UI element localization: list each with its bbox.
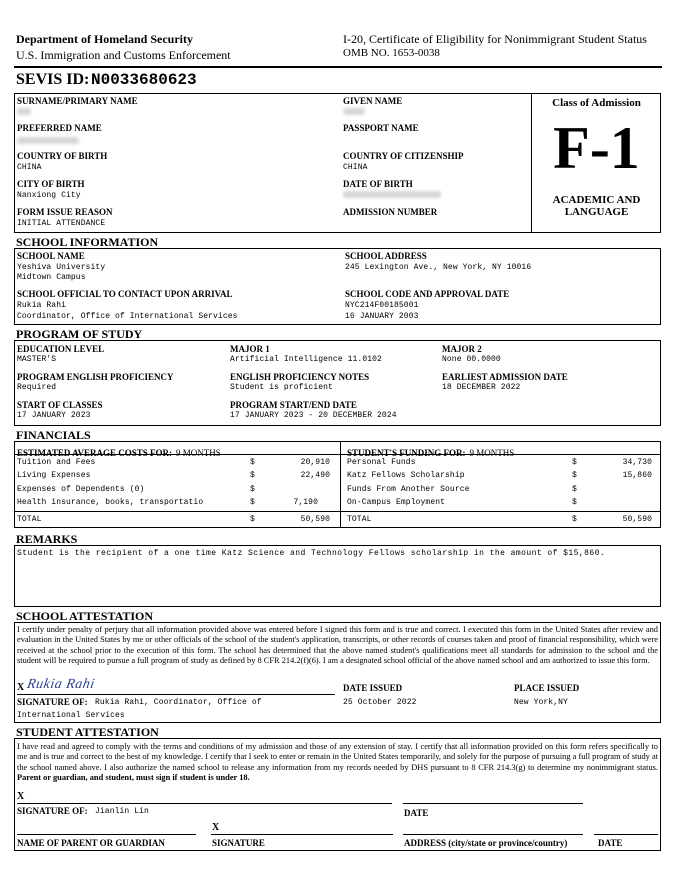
parent-date-line[interactable] [594,834,658,835]
parent-name-label: NAME OF PARENT OR GUARDIAN [17,838,165,848]
school-attestation-text: I certify under penalty of perjury that all information provided above was entered before I signed this form and is true and correct. I executed this form in the United States after review and evaluation in the United States by me or other officials of the school of the student's application, transcripts, or other records of courses taken and proof of financial responsibility, which were received at the school prior to the execution of this form. The school has determined that the above named student's qualifications meet all standards for admission to the school and the student will be required to pursue a full program of study as defined by 8 CFR 214.2(f)(6). I am a designated school official of the above named school and am authorized to issue this form. [17,625,658,666]
school-x-mark: X [17,682,25,693]
country-birth-label: COUNTRY OF BIRTH [17,151,108,161]
start-classes: 17 JANUARY 2023 [17,411,91,420]
place-issued: New York,NY [514,698,568,707]
given-name-redacted [343,108,365,115]
funding-currency: $ [572,471,577,480]
sevis-label: SEVIS ID: [16,71,90,88]
date-issued: 25 October 2022 [343,698,417,707]
sevis-id: N0033680623 [91,71,197,89]
cost-currency: $ [250,471,255,480]
earliest-admission: 18 DECEMBER 2022 [442,383,521,392]
school-official-name: Rukia Rahi [17,301,67,310]
city-birth-label: CITY OF BIRTH [17,179,85,189]
place-issued-label: PLACE ISSUED [514,683,580,693]
school-name-1: Yeshiva University [17,263,106,272]
department-name: Department of Homeland Security [16,32,193,46]
cost-currency: $ [250,458,255,467]
costs-total-currency: $ [250,515,255,524]
english-proficiency-label: PROGRAM ENGLISH PROFICIENCY [17,372,174,382]
passport-name-label: PASSPORT NAME [343,123,419,133]
class-admission-label: Class of Admission [552,97,641,109]
cost-item: Expenses of Dependents (0) [17,485,145,494]
english-proficiency: Required [17,383,57,392]
city-birth-value: Nanxiong City [17,191,81,200]
issue-reason-value: INITIAL ATTENDANCE [17,219,106,228]
school-approval-date: 16 JANUARY 2003 [345,312,419,321]
cost-currency: $ [250,485,255,494]
program-dates-label: PROGRAM START/END DATE [230,400,357,410]
funding-amount: 34,730 [622,458,652,467]
preferred-name-label: PREFERRED NAME [17,123,102,133]
form-title: I-20, Certificate of Eligibility for Nonimmigrant Student Status [343,32,647,46]
funding-currency: $ [572,458,577,467]
remarks-heading: REMARKS [16,532,78,546]
citizenship-label: COUNTRY OF CITIZENSHIP [343,151,464,161]
funding-item: Katz Fellows Scholarship [347,471,465,480]
dso-name-line1: Rukia Rahi, Coordinator, Office of [95,698,262,707]
class-desc-2: LANGUAGE [564,206,629,218]
financials-heading: FINANCIALS [16,428,91,442]
student-attestation-bold: Parent or guardian, and student, must sign if student is under 18. [17,773,250,783]
major2-label: MAJOR 2 [442,344,482,354]
dso-name-line2: International Services [17,711,125,720]
funding-currency: $ [572,485,577,494]
student-attestation-heading: STUDENT ATTESTATION [16,725,159,739]
header-rule [14,66,662,68]
surname-redacted [17,108,31,115]
parent-date-label: DATE [598,838,623,848]
student-attestation-text [17,742,658,784]
dso-signature: Rukia Rahi [25,677,97,692]
surname-label: SURNAME/PRIMARY NAME [17,96,138,106]
dob-redacted [343,191,441,198]
student-date-label: DATE [404,808,429,818]
cost-amount: 7,190 [293,498,318,507]
class-desc-1: ACADEMIC AND [552,194,641,206]
school-attestation-heading: SCHOOL ATTESTATION [16,609,154,623]
dob-label: DATE OF BIRTH [343,179,413,189]
funding-total: 50,590 [622,515,652,524]
school-address-label: SCHOOL ADDRESS [345,251,427,261]
dso-signature-label: SIGNATURE OF: [17,697,88,707]
funding-period: 9 MONTHS [469,448,515,458]
program-dates: 17 JANUARY 2023 - 20 DECEMBER 2024 [230,411,397,420]
funding-currency: $ [572,498,577,507]
major1-label: MAJOR 1 [230,344,270,354]
agency-name: U.S. Immigration and Customs Enforcement [16,48,231,62]
school-code-label: SCHOOL CODE AND APPROVAL DATE [345,289,510,299]
parent-x-mark: X [212,822,220,833]
english-notes: Student is proficient [230,383,333,392]
costs-period: 9 MONTHS [175,448,221,458]
funding-total-label: TOTAL [347,515,372,524]
major1: Artificial Intelligence 11.0102 [230,355,382,364]
parent-signature-label: SIGNATURE [212,838,265,848]
funding-item: Personal Funds [347,458,416,467]
student-date-line[interactable] [403,803,583,804]
country-birth-value: CHINA [17,163,42,172]
class-code: F-1 [553,115,640,181]
date-issued-label: DATE ISSUED [343,683,403,693]
school-code: NYC214F00185001 [345,301,419,310]
cost-amount: 20,910 [300,458,330,467]
financials-total-rule [14,511,661,512]
earliest-admission-label: EARLIEST ADMISSION DATE [442,372,568,382]
education-level: MASTER'S [17,355,57,364]
parent-name-line[interactable] [17,834,196,835]
omb-number: OMB NO. 1653-0038 [343,47,440,59]
english-notes-label: ENGLISH PROFICIENCY NOTES [230,372,370,382]
cost-item: Health insurance, books, transportatio [17,498,204,507]
school-official-title: Coordinator, Office of International Services [17,312,238,321]
student-signature-label: SIGNATURE OF: [17,806,88,816]
funding-total-currency: $ [572,515,577,524]
parent-signature-line[interactable] [211,834,393,835]
citizenship-value: CHINA [343,163,368,172]
cost-amount: 22,490 [300,471,330,480]
school-name-label: SCHOOL NAME [17,251,85,261]
start-classes-label: START OF CLASSES [17,400,103,410]
school-official-label: SCHOOL OFFICIAL TO CONTACT UPON ARRIVAL [17,289,233,299]
parent-address-line[interactable] [403,834,583,835]
major2: None 00.0000 [442,355,501,364]
student-x-mark: X [17,791,25,802]
program-heading: PROGRAM OF STUDY [16,327,143,341]
student-attestation-main: I have read and agreed to comply with the terms and conditions of my admission and those of any extension of stay. I certify that all information provided on this form refers specifically to me and is true and correct to the best of my knowledge. I certify that I seek to enter or remain in the United States temporarily, and solely for the purpose of pursuing a full program of study at the school named above. I also authorize the named school to release any information from my records needed by DHS pursuant to 8 CFR 214.3(g) to determine my nonimmigrant status. [17,742,658,772]
funding-amount: 15,860 [622,471,652,480]
parent-address-label: ADDRESS (city/state or province/country) [404,838,568,848]
remarks-text: Student is the recipient of a one time Katz Science and Technology Fellows scholarship in the amount of $15,860. [17,549,606,558]
given-name-label: GIVEN NAME [343,96,403,106]
issue-reason-label: FORM ISSUE REASON [17,207,113,217]
cost-item: Tuition and Fees [17,458,96,467]
funding-label: STUDENT'S FUNDING FOR: [347,448,466,458]
admission-number-label: ADMISSION NUMBER [343,207,438,217]
costs-label: ESTIMATED AVERAGE COSTS FOR: [17,448,172,458]
funding-item: Funds From Another Source [347,485,470,494]
school-info-heading: SCHOOL INFORMATION [16,235,159,249]
cost-currency: $ [250,498,255,507]
education-level-label: EDUCATION LEVEL [17,344,105,354]
costs-total-label: TOTAL [17,515,42,524]
cost-item: Living Expenses [17,471,91,480]
dso-signature-line [17,694,335,695]
costs-total: 50,590 [300,515,330,524]
school-name-2: Midtown Campus [17,273,86,282]
school-address: 245 Lexington Ave., New York, NY 10016 [345,263,532,272]
funding-item: On-Campus Employment [347,498,446,507]
student-signature-line[interactable] [17,803,392,804]
student-name: Jianlin Lin [95,807,149,816]
preferred-name-redacted [17,137,79,144]
